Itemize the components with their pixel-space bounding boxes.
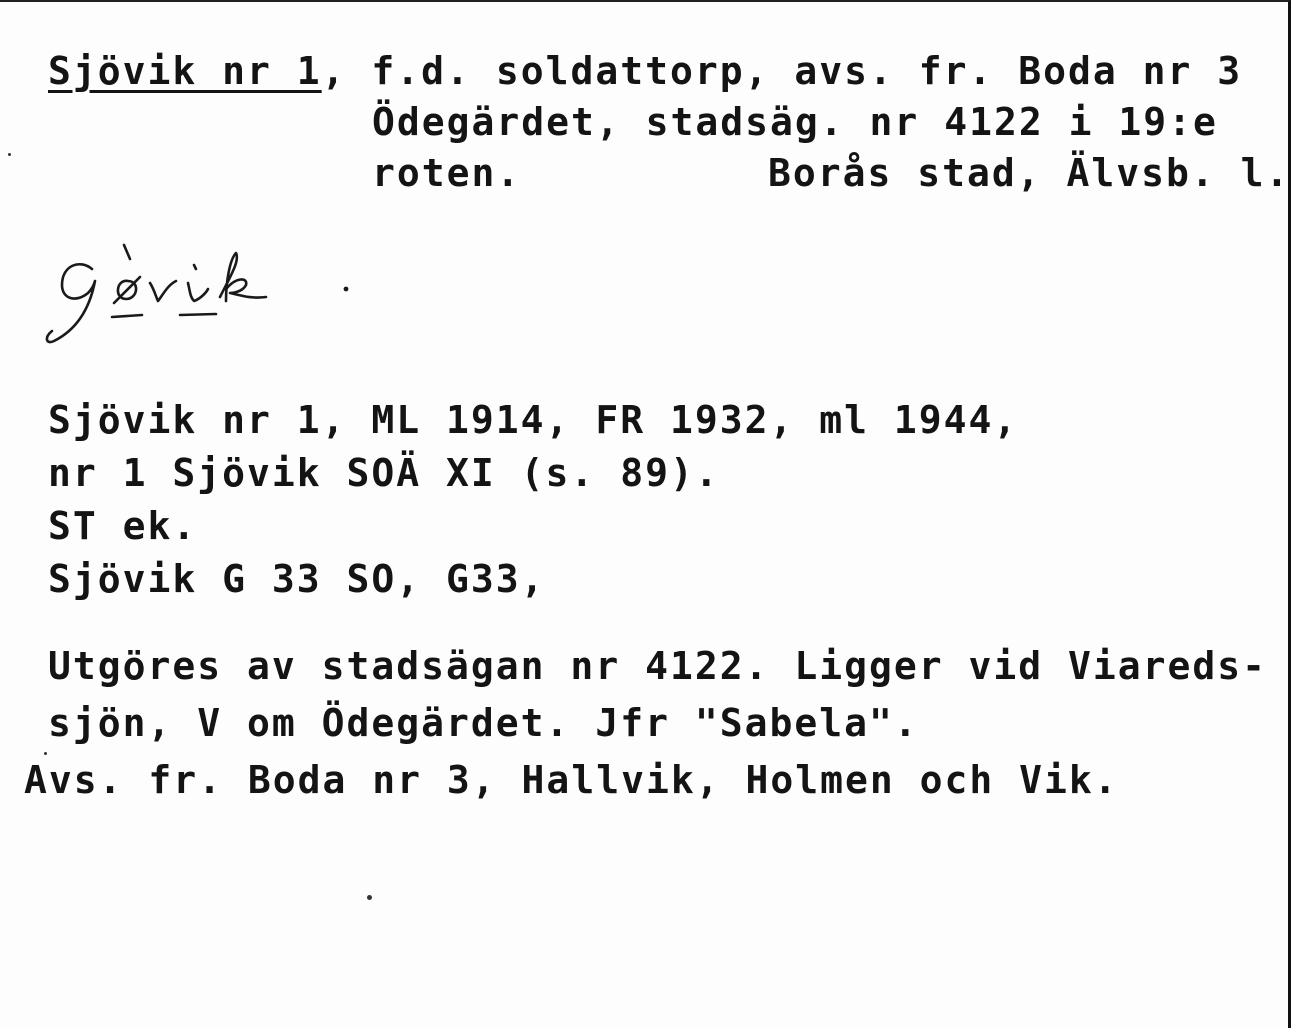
header-line-3-left: roten. bbox=[372, 151, 522, 195]
header-line-2: Ödegärdet, stadsäg. nr 4122 i 19:e bbox=[372, 100, 1218, 144]
scan-speck bbox=[8, 153, 11, 156]
source-line-1: Sjövik nr 1, ML 1914, FR 1932, ml 1944, bbox=[48, 398, 1019, 442]
origin-line: Avs. fr. Boda nr 3, Hallvik, Holmen och Vik. bbox=[24, 758, 1119, 802]
source-line-3: ST ek. bbox=[48, 504, 198, 548]
source-line-4: Sjövik G 33 SO, G33, bbox=[48, 557, 546, 601]
description-line-2: sjön, V om Ödegärdet. Jfr "Sabela". bbox=[48, 701, 919, 745]
description-line-1: Utgöres av stadsägan nr 4122. Ligger vid Viareds- bbox=[48, 644, 1268, 688]
scan-speck bbox=[44, 752, 47, 755]
header-line-1-rest: , f.d. soldattorp, avs. fr. Boda nr 3 bbox=[321, 49, 1243, 93]
header-line-1 bbox=[48, 49, 1243, 93]
handwritten-annotation bbox=[40, 237, 360, 357]
header-line-3-right: Borås stad, Älvsb. l. bbox=[768, 151, 1291, 195]
place-name-title: Sjövik nr 1 bbox=[48, 49, 322, 93]
source-line-2: nr 1 Sjövik SOÄ XI (s. 89). bbox=[48, 451, 720, 495]
scan-speck bbox=[367, 895, 372, 900]
